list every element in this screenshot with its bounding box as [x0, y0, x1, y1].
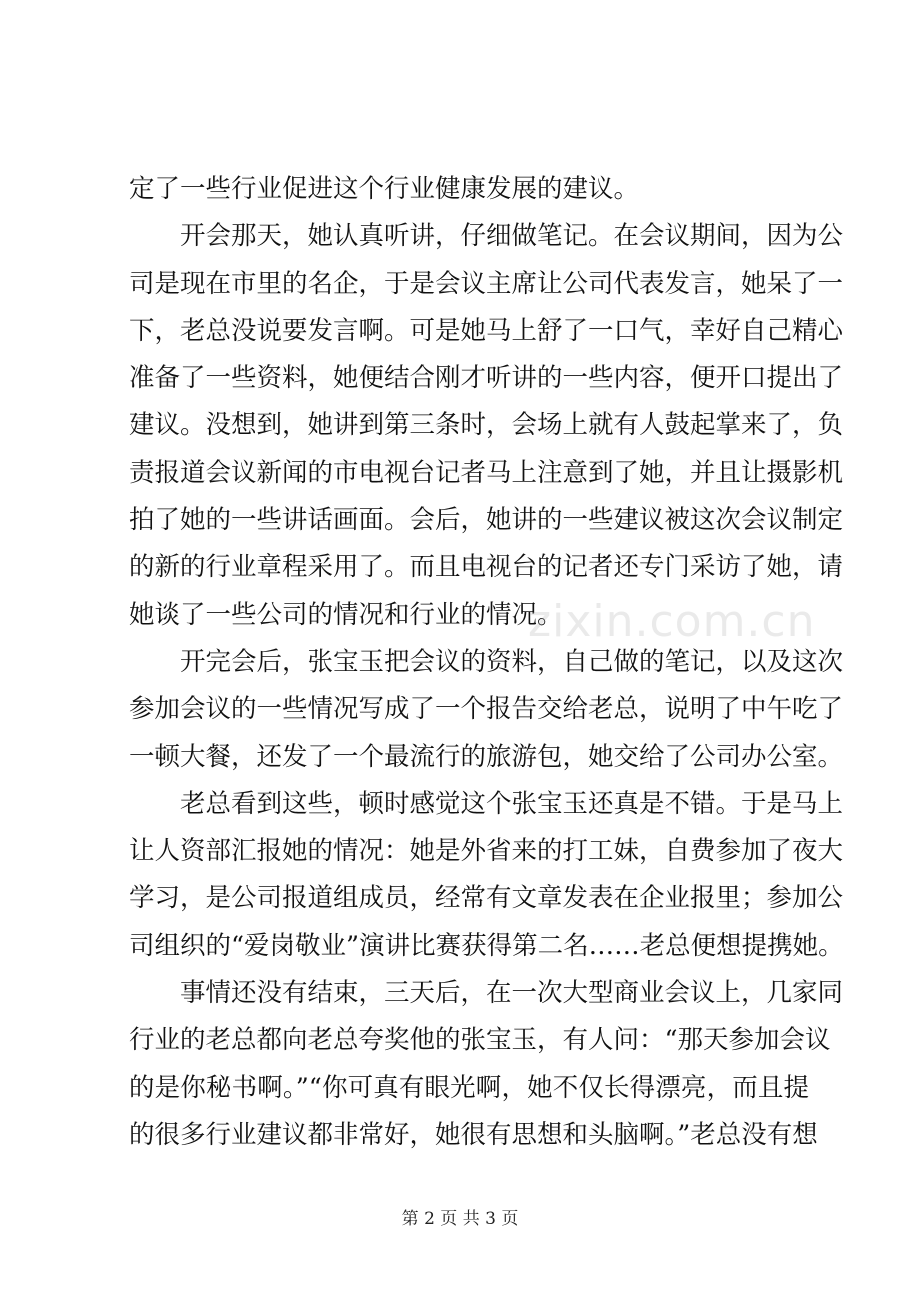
text-line: 参加会议的一些情况写成了一个报告交给老总，说明了中午吃了 — [129, 694, 844, 725]
page-footer: 第 2 页 共 3 页 — [401, 1209, 519, 1229]
text-line: 的新的行业章程采用了。而且电视台的记者还专门采访了她，请 — [129, 552, 844, 583]
text-line: 的是你秘书啊。”“你可真有眼光啊，她不仅长得漂亮，而且提 — [129, 1072, 809, 1103]
text-line: 让人资部汇报她的情况：她是外省来的打工妹，自费参加了夜大 — [129, 836, 844, 867]
text-line: 老总看到这些，顿时感觉这个张宝玉还真是不错。于是马上 — [180, 788, 844, 819]
text-line: 司组织的“爱岗敬业”演讲比赛获得第二名……老总便想提携她。 — [129, 930, 844, 961]
text-line: 事情还没有结束，三天后，在一次大型商业会议上，几家同 — [180, 978, 844, 1009]
text-line: 开完会后，张宝玉把会议的资料，自己做的笔记，以及这次 — [180, 646, 844, 677]
text-line: 学习，是公司报道组成员，经常有文章发表在企业报里；参加公 — [129, 883, 844, 914]
text-line: 她谈了一些公司的情况和行业的情况。 — [129, 599, 563, 630]
text-line: 一顿大餐，还发了一个最流行的旅游包，她交给了公司办公室。 — [129, 741, 844, 772]
text-line: 下，老总没说要发言啊。可是她马上舒了一口气，幸好自己精心 — [129, 315, 844, 346]
document-body — [129, 166, 844, 1159]
text-line: 开会那天，她认真听讲，仔细做笔记。在会议期间，因为公 — [180, 221, 844, 252]
text-line: 建议。没想到，她讲到第三条时，会场上就有人鼓起掌来了，负 — [129, 410, 844, 441]
text-line: 行业的老总都向老总夸奖他的张宝玉，有人问：“那天参加会议 — [129, 1025, 831, 1056]
text-line: 司是现在市里的名企，于是会议主席让公司代表发言，她呆了一 — [129, 268, 844, 299]
text-line: 准备了一些资料，她便结合刚才听讲的一些内容，便开口提出了 — [129, 363, 844, 394]
text-line: 责报道会议新闻的市电视台记者马上注意到了她，并且让摄影机 — [129, 457, 844, 488]
text-line: 的很多行业建议都非常好，她很有思想和头脑啊。”老总没有想 — [129, 1119, 818, 1150]
text-line: 拍了她的一些讲话画面。会后，她讲的一些建议被这次会议制定 — [129, 505, 844, 536]
watermark: zixin.com.cn — [528, 596, 816, 647]
text-line: 定了一些行业促进这个行业健康发展的建议。 — [129, 174, 640, 204]
